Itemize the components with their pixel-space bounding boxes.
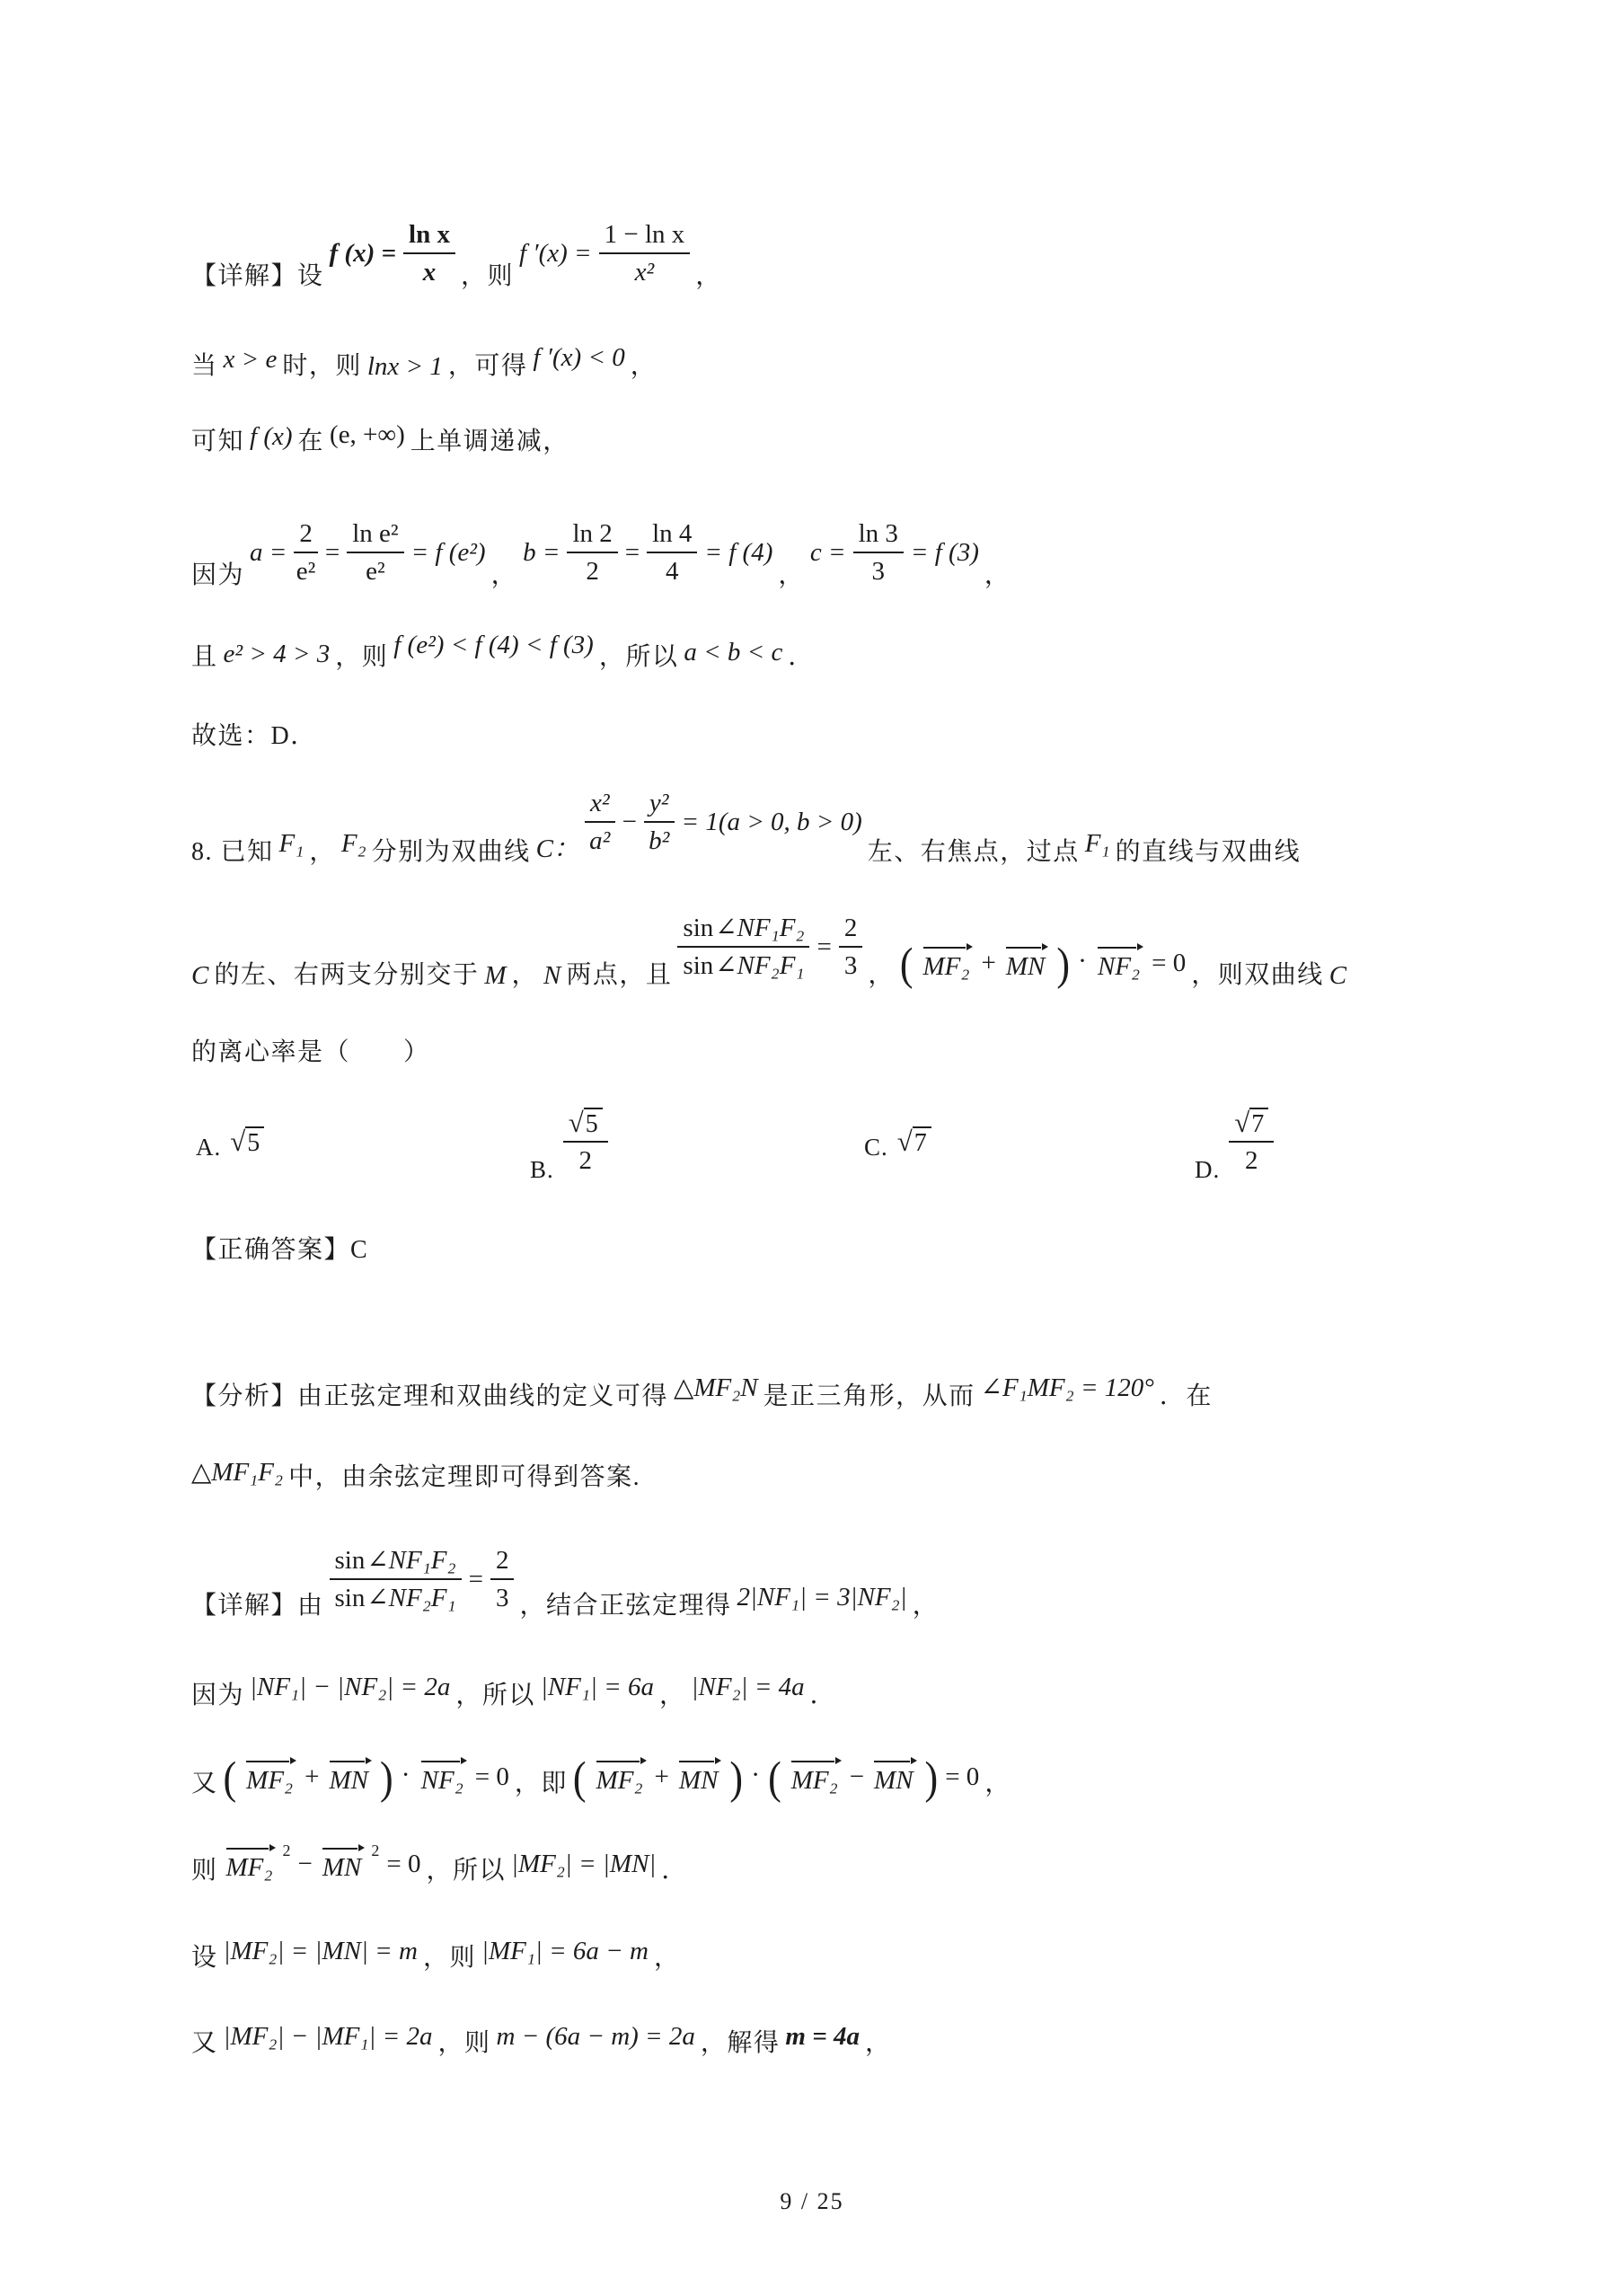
c-lhs: c = — [809, 538, 846, 567]
option-b-label: B. — [530, 1156, 554, 1183]
fraction — [599, 219, 691, 287]
line-problem8-3 — [191, 1035, 430, 1071]
dot-product: · — [401, 1759, 410, 1789]
answer-choice-text: 故选：D． — [191, 722, 317, 750]
frac-num: ln 4 — [647, 518, 697, 553]
math-NF1-6a: |NF₁| = 6a — [540, 1673, 654, 1701]
eq-hyperbola — [585, 788, 862, 856]
math-C-colon: C： — [535, 835, 579, 863]
option-d-value — [1229, 1108, 1274, 1176]
math-f-compare: f (e²) < f (4) < f (3) — [393, 631, 594, 659]
math-N: N — [543, 961, 561, 990]
text: ，即 — [514, 1770, 568, 1797]
minus: − — [622, 808, 637, 836]
option-a-label: A. — [196, 1134, 222, 1161]
frac-num: y² — [644, 788, 675, 823]
eq-fpx-def — [519, 219, 690, 287]
option-c — [864, 1126, 931, 1164]
eq-fx-def — [330, 219, 455, 287]
frac-den — [335, 1580, 456, 1613]
label-detail: 【详解】设 — [191, 262, 324, 290]
frac-den — [683, 948, 804, 981]
math-MF1-6a-m: |MF₁| = 6a − m — [481, 1937, 649, 1965]
math-MF2-eq-MN: |MF₂| = |MN| — [510, 1850, 657, 1878]
option-c-value — [897, 1126, 931, 1157]
vector-NF2 — [1095, 944, 1144, 981]
angle-NF1F2: ∠NF₁F₂ — [366, 1546, 456, 1575]
vector-MF2 — [243, 1758, 297, 1795]
plus: + — [304, 1762, 320, 1791]
text: ，可得 — [447, 352, 528, 380]
sin-fn: sin — [683, 951, 714, 980]
vector-label: MF₂ — [596, 1766, 643, 1795]
line-detail2-1 — [191, 1546, 940, 1624]
math-C: C — [191, 961, 209, 990]
math-solve-eq: m − (6a − m) = 2a — [496, 2022, 695, 2051]
sqrt — [569, 1108, 603, 1138]
equals: = — [624, 538, 640, 567]
correct-answer-text: 【正确答案】C — [191, 1236, 369, 1264]
frac-num: ln 2 — [567, 518, 617, 553]
sqrt — [897, 1126, 931, 1157]
vector-label: MF₂ — [790, 1766, 838, 1795]
text: 可知 — [191, 428, 245, 455]
vector-MN — [320, 1845, 366, 1882]
vector-MF2 — [594, 1758, 648, 1795]
text: 中，由余弦定理即可得到答案. — [288, 1463, 641, 1491]
text: ，则 — [422, 1944, 476, 1972]
radical-icon: √ — [1234, 1107, 1250, 1138]
frac-den: e² — [296, 557, 316, 586]
comma: ， — [778, 561, 805, 589]
option-c-label: C. — [864, 1134, 888, 1161]
equals-zero: = 0 — [1152, 948, 1187, 977]
line-monotonic-2 — [191, 420, 569, 460]
math-m-4a: m = 4a — [785, 2022, 860, 2051]
fraction — [677, 913, 809, 981]
equals: = — [816, 932, 832, 961]
minus: − — [297, 1849, 313, 1878]
frac-den: 2 — [1245, 1146, 1258, 1175]
frac-num — [1229, 1108, 1274, 1143]
frac-num: 2 — [490, 1545, 515, 1580]
text: 左、右焦点，过点 — [867, 838, 1080, 866]
comma: ， — [695, 262, 722, 290]
math-F2: F₂ — [340, 829, 366, 858]
equals: = — [468, 1565, 483, 1594]
comma: ， — [868, 961, 895, 989]
math-angle-120: ∠F₁MF₂ = 120° — [980, 1373, 1154, 1402]
radicand: 5 — [245, 1126, 264, 1157]
fraction — [567, 518, 617, 587]
frac-num: ln e² — [347, 518, 403, 553]
math-lnx-gt-1: lnx > 1 — [366, 352, 443, 381]
fpx-lhs: f ′(x) = — [518, 239, 592, 268]
frac-den: 3 — [495, 1584, 509, 1612]
left-paren: ( — [572, 1752, 587, 1804]
text: ，解得 — [700, 2029, 781, 2057]
angle-NF2F1: ∠NF₂F₁ — [715, 951, 805, 980]
math-set-m: |MF₂| = |MN| = m — [223, 1937, 418, 1965]
fraction — [403, 219, 455, 287]
sin-fn: sin — [334, 1584, 366, 1612]
eq-c-value — [810, 518, 979, 587]
text: ．在 — [1159, 1382, 1213, 1410]
dot-product: · — [751, 1759, 761, 1789]
line-answer-d — [191, 719, 317, 755]
frac-num: x² — [585, 788, 615, 823]
math-interval: (e, +∞) — [330, 420, 405, 449]
vector-label: MF₂ — [225, 1853, 273, 1882]
math-abc-order: a < b < c — [684, 638, 783, 667]
frac-den: x — [422, 258, 437, 287]
frac-num — [677, 913, 809, 948]
vector-label: MF₂ — [922, 952, 970, 981]
period: ． — [661, 1857, 688, 1885]
text: 又 — [191, 2029, 218, 2057]
math-NF2-4a: |NF₂| = 4a — [691, 1673, 805, 1701]
line-detail2-2 — [191, 1673, 837, 1714]
comma: ， — [630, 352, 658, 380]
eq-vector-dot — [899, 938, 1187, 990]
b-lhs: b = — [523, 538, 560, 567]
radical-icon: √ — [230, 1126, 246, 1157]
vector-MN — [871, 1758, 918, 1795]
text: ，所以 — [455, 1682, 535, 1709]
option-d — [1195, 1107, 1274, 1187]
vector-label: MN — [1005, 952, 1046, 981]
line-detail2-5 — [191, 1937, 681, 1976]
a-lhs: a = — [250, 538, 287, 567]
text: ，所以 — [598, 643, 679, 671]
fraction — [853, 518, 904, 587]
eq-sine-ratio — [330, 1545, 515, 1613]
comma: ， — [984, 1770, 1011, 1797]
line-problem8-2 — [191, 914, 1347, 993]
comma: ， — [653, 1944, 681, 1972]
eq-sine-ratio — [677, 913, 862, 981]
text: 时，则 — [282, 352, 362, 380]
line-monotonic-1 — [191, 343, 658, 384]
period: ． — [809, 1682, 837, 1709]
comma: ， — [984, 561, 1011, 589]
frac-den: 3 — [843, 951, 858, 980]
line-detail2-6 — [191, 2022, 892, 2062]
line-analysis-1 — [191, 1373, 1213, 1415]
math-F1: F₁ — [278, 829, 304, 858]
angle-NF2F1: ∠NF₂F₁ — [366, 1584, 456, 1612]
text: 上单调递减， — [410, 428, 569, 455]
eq-vector-dot-2 — [572, 1752, 980, 1804]
line-correct-answer — [191, 1232, 368, 1268]
frac-num: ln x — [403, 219, 455, 254]
left-paren: ( — [899, 938, 914, 990]
math-triangle-MF2N: △MF₂N — [674, 1373, 758, 1402]
fraction — [644, 788, 675, 856]
equals-zero: = 0 — [945, 1762, 980, 1791]
vector-MN — [327, 1758, 374, 1795]
math-C: C — [1328, 961, 1347, 990]
frac-num — [330, 1545, 462, 1580]
radicand: 7 — [913, 1126, 931, 1157]
eq-vector-dot-1 — [223, 1752, 509, 1804]
left-paren: ( — [223, 1752, 237, 1804]
math-NF-diff: |NF₁| − |NF₂| = 2a — [250, 1673, 451, 1701]
frac-den: 2 — [586, 557, 599, 586]
option-a-value — [230, 1126, 264, 1157]
text: 分别为双曲线 — [371, 838, 531, 866]
equals-zero: = 0 — [474, 1762, 509, 1791]
problem-number: 8. 已知 — [191, 838, 274, 866]
option-d-label: D. — [1195, 1156, 1221, 1183]
text: 在 — [297, 428, 325, 455]
vector-label: MN — [322, 1853, 362, 1882]
vector-MF2 — [789, 1758, 843, 1795]
math-x-gt-e: x > e — [223, 345, 278, 374]
text: ，结合正弦定理得 — [519, 1592, 732, 1620]
sin-fn: sin — [683, 914, 714, 942]
text: 设 — [191, 1944, 218, 1972]
text: 又 — [191, 1770, 218, 1797]
b-rhs: = f (4) — [704, 538, 773, 567]
text: 两点，且 — [566, 961, 673, 989]
line-abc-values — [191, 519, 1011, 594]
vector-MF2 — [224, 1845, 278, 1882]
math-fx: f (x) — [250, 422, 293, 451]
eq-b-value — [523, 518, 772, 587]
text: ，则双曲线 — [1191, 961, 1324, 989]
radical-icon: √ — [896, 1126, 913, 1157]
vector-MN — [1003, 944, 1050, 981]
radicand: 5 — [584, 1108, 603, 1138]
fraction — [294, 518, 318, 587]
left-paren: ( — [768, 1752, 781, 1804]
text: ，则 — [460, 262, 514, 290]
frac-den: b² — [649, 826, 670, 855]
fx-lhs: f (x) = — [329, 239, 397, 268]
math-triangle-MF1F2: △MF₁F₂ — [191, 1458, 284, 1487]
sqrt — [230, 1126, 264, 1157]
right-paren: ) — [1056, 938, 1070, 990]
fraction — [1229, 1108, 1274, 1176]
frac-den: a² — [589, 826, 611, 855]
label-analysis: 【分析】由正弦定理和双曲线的定义可得 — [191, 1382, 669, 1410]
line-problem8-1 — [191, 789, 1302, 870]
fraction — [347, 518, 403, 587]
label-detail: 【详解】由 — [191, 1592, 324, 1620]
equals: = — [324, 538, 340, 567]
frac-den: 2 — [578, 1146, 593, 1175]
option-b-value — [563, 1108, 608, 1176]
comma: ， — [511, 961, 539, 989]
text: 的离心率是（ ） — [191, 1038, 430, 1066]
text: ，所以 — [426, 1857, 506, 1885]
frac-den: x² — [634, 258, 655, 287]
comma: ， — [490, 561, 518, 589]
text: 因为 — [191, 1682, 245, 1709]
text: 因为 — [191, 561, 245, 589]
superscript-2: 2 — [282, 1841, 291, 1859]
right-paren: ) — [729, 1752, 744, 1804]
math-MF-diff-2a: |MF₂| − |MF₁| = 2a — [223, 2022, 433, 2051]
vector-label: MN — [678, 1766, 719, 1795]
right-paren: ) — [380, 1752, 393, 1804]
minus: − — [849, 1762, 865, 1791]
math-fpx-lt-0: f ′(x) < 0 — [533, 343, 625, 372]
comma: ， — [865, 2029, 892, 2057]
frac-den: 4 — [666, 557, 679, 586]
text: 的直线与双曲线 — [1115, 838, 1302, 866]
text: 是正三角形，从而 — [763, 1382, 975, 1410]
frac-num: ln 3 — [853, 518, 904, 553]
page-number: 9 / 25 — [780, 2188, 844, 2214]
plus: + — [654, 1762, 669, 1791]
frac-den: 3 — [871, 557, 885, 586]
fraction — [585, 788, 615, 856]
option-a — [196, 1126, 264, 1164]
text: 的左、右两支分别交于 — [214, 961, 480, 989]
frac-num: 2 — [294, 518, 318, 553]
math-2NF1-3NF2: 2|NF₁| = 3|NF₂| — [737, 1583, 907, 1612]
vector-label: MF₂ — [246, 1766, 294, 1795]
text: 当 — [191, 352, 218, 380]
a-rhs: = f (e²) — [410, 538, 486, 567]
angle-NF1F2: ∠NF₁F₂ — [715, 914, 805, 942]
text: 且 — [191, 643, 218, 671]
period: ． — [788, 643, 815, 671]
equals-zero: = 0 — [386, 1849, 421, 1878]
vector-MF2 — [921, 944, 975, 981]
superscript-2: 2 — [371, 1841, 380, 1859]
line-detail2-3 — [191, 1752, 1011, 1804]
dot-product: · — [1078, 945, 1087, 976]
text: 则 — [191, 1857, 218, 1885]
fraction — [330, 1545, 462, 1613]
fraction — [839, 913, 863, 981]
vector-label: MN — [874, 1766, 914, 1795]
vector-NF2 — [419, 1758, 468, 1795]
frac-num: 1 − ln x — [599, 219, 691, 254]
vector-label: NF₂ — [420, 1766, 463, 1795]
option-b — [530, 1107, 608, 1187]
text: ，则 — [437, 2029, 491, 2057]
c-rhs: = f (3) — [910, 538, 979, 567]
fraction — [647, 518, 697, 587]
frac-den: e² — [366, 557, 385, 586]
hyperbola-rhs: = 1(a > 0, b > 0) — [681, 808, 862, 836]
fraction — [490, 1545, 515, 1613]
eq-a-value — [250, 518, 486, 587]
fraction — [563, 1108, 608, 1176]
comma: ， — [309, 838, 336, 866]
frac-num — [563, 1108, 608, 1143]
radicand: 7 — [1249, 1108, 1268, 1138]
line-analysis-2 — [191, 1460, 640, 1496]
math-e2-gt: e² > 4 > 3 — [223, 640, 331, 668]
line-detail2-4 — [191, 1841, 688, 1889]
sqrt — [1234, 1108, 1268, 1138]
vector-MN — [676, 1758, 723, 1795]
math-M: M — [484, 961, 507, 990]
vector-label: MN — [329, 1766, 368, 1795]
text: ，则 — [335, 643, 389, 671]
sin-fn: sin — [334, 1546, 366, 1575]
radical-icon: √ — [568, 1107, 584, 1138]
line-detail-setup — [191, 220, 722, 295]
frac-num: 2 — [839, 913, 863, 948]
eq-vector-squares — [224, 1841, 421, 1882]
comma: ， — [659, 1682, 686, 1709]
right-paren: ) — [924, 1752, 939, 1804]
comma: ， — [912, 1592, 940, 1620]
line-compare — [191, 631, 815, 676]
vector-label: NF₂ — [1098, 952, 1141, 981]
math-F1: F₁ — [1084, 829, 1110, 858]
plus: + — [981, 948, 996, 977]
